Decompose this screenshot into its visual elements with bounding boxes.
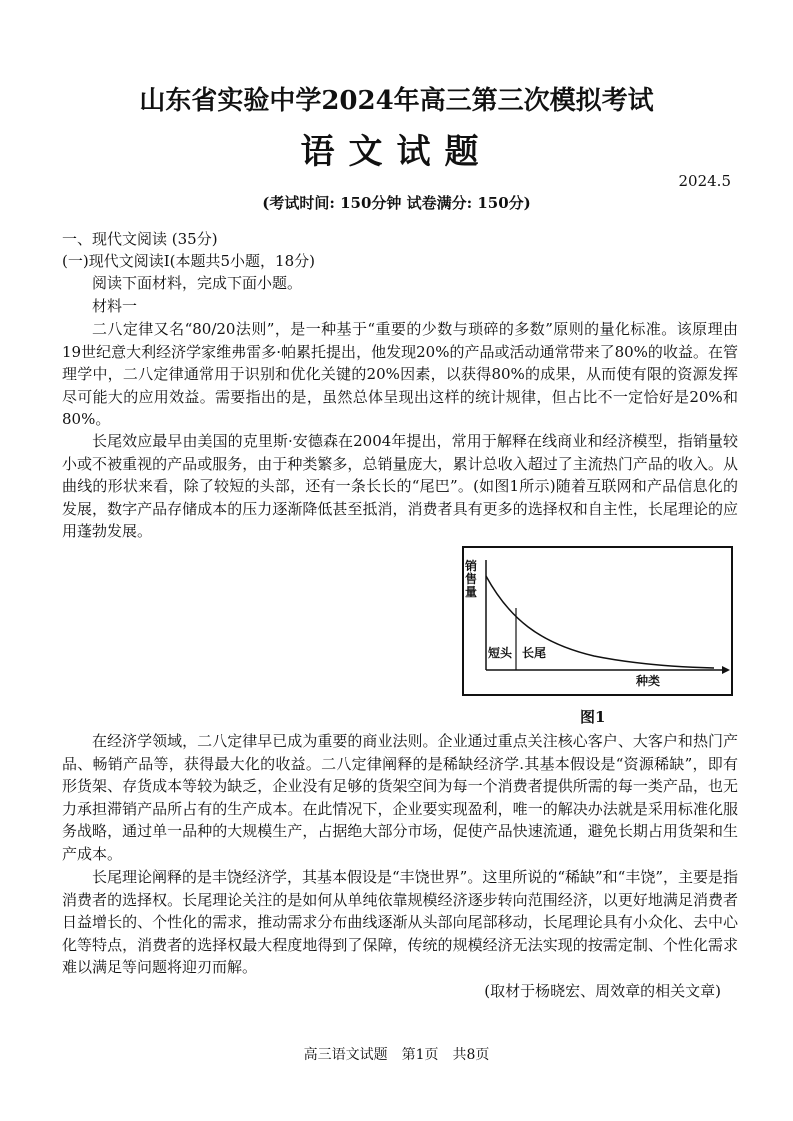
section-heading: 一、现代文阅读 (35分) [62, 230, 218, 248]
paragraph-4: 长尾理论阐释的是丰饶经济学，其基本假设是“丰饶世界”。这里所说的“稀缺”和“丰饶”，主要是指消费者的选择权。长尾理论关注的是如何从单纯依靠规模经济逐步转向范围经济，以更好地满足消费者日益增长的、个性化的需求，推动需求分布曲线逐渐从头部向尾部移动，长尾理论具有小众化、去中心化等特点，消费者的选择权最大程度地得到了保障，传统的规模经济无法实现的按需定制、个性化需求难以满足等问题将迎刃而解。 [62, 868, 739, 976]
source-citation: (取材于杨晓宏、周效章的相关文章) [484, 982, 721, 1000]
reading-instruction: 阅读下面材料，完成下面小题。 [92, 274, 303, 292]
long-tail-curve [486, 576, 714, 668]
page-footer: 高三语文试题 第1页 共8页 [303, 1047, 490, 1063]
paragraph-3: 在经济学领域，二八定律早已成为重要的商业法则。企业通过重点关注核心客户、大客户和热门产品、畅销产品等，获得最大化的收益。二八定律阐释的是稀缺经济学.其基本假设是“资源稀缺”，即有形货架、存货成本等较为缺乏，企业没有足够的货架空间为每一个消费者提供所需的每一类产品，也无力承担滞销产品所占有的生产成本。在此情况下，企业要实现盈利，唯一的解决办法就是采用标准化服务战略，通过单一品种的大规模生产，占据绝大部分市场，促使产品快速流通，避免长期占用货架和生产成本。 [62, 732, 738, 863]
exam-date: 2024.5 [678, 172, 731, 190]
tail-label: 长尾 [522, 646, 547, 660]
x-axis-label: 种类 [636, 674, 661, 688]
exam-title: 山东省实验中学2024年高三第三次模拟考试 [139, 86, 654, 116]
section-subheading: (一)现代文阅读I(本题共5小题，18分) [62, 252, 315, 270]
paragraph-2: 长尾效应最早由美国的克里斯·安德森在2004年提出，常用于解释在线商业和经济模型，指销量较小或不被重视的产品或服务，由于种类繁多，总销量庞大，累计总收入超过了主流热门产品的收入。从曲线的形状来看，除了较短的头部，还有一条长长的“尾巴”。(如图1所示)随着互联网和产品信息化的发展，数字产品存储成本的压力逐渐降低甚至抵消，消费者具有更多的选择权和自主性，长尾理论的应用蓬勃发展。 [62, 432, 738, 540]
paragraph-1: 二八定律又名“80/20法则”，是一种基于“重要的少数与琐碎的多数”原则的量化标准。该原理由19世纪意大利经济学家维弗雷多·帕累托提出，他发现20%的产品或活动通常带来了80%的收益。在管理学中，二八定律通常用于识别和优化关键的20%因素，以获得80%的成果，从而使有限的资源发挥尽可能大的应用效益。需要指出的是，虽然总体呈现出这样的统计规律，但占比不一定恰好是20%和80%。 [62, 320, 738, 428]
y-axis-label: 销售量 [465, 559, 478, 599]
x-axis-arrow [722, 666, 730, 674]
head-label: 短头 [488, 646, 513, 660]
figure-caption: 图1 [580, 708, 606, 726]
exam-info: (考试时间: 150分钟 试卷满分: 150分) [262, 194, 531, 212]
subject-title: 语文试题 [300, 132, 493, 172]
long-tail-figure [462, 546, 733, 696]
material-label: 材料一 [92, 297, 138, 315]
long-tail-chart [464, 548, 731, 694]
